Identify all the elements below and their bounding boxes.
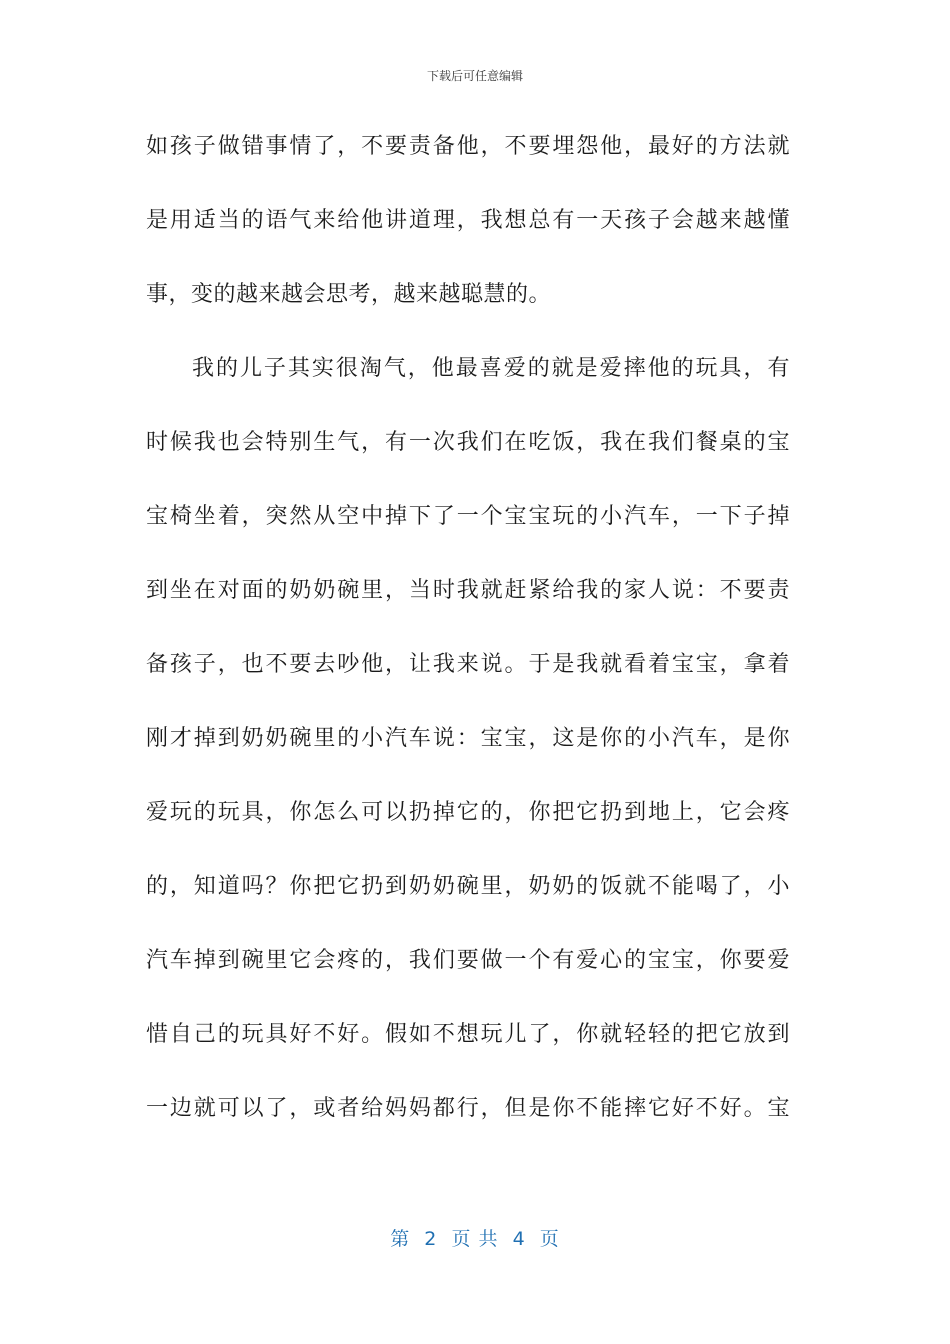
- document-body: [146, 110, 790, 1146]
- text-line: 时候我也会特别生气，有一次我们在吃饭，我在我们餐桌的宝: [146, 430, 790, 455]
- text-line: 到坐在对面的奶奶碗里，当时我就赶紧给我的家人说：不要责: [146, 578, 790, 603]
- text-line: 的，知道吗？你把它扔到奶奶碗里，奶奶的饭就不能喝了，小: [146, 874, 790, 899]
- text-line: 备孩子，也不要去吵他，让我来说。于是我就看着宝宝，拿着: [146, 652, 790, 677]
- page-footer: [0, 1224, 950, 1251]
- text-line: 刚才掉到奶奶碗里的小汽车说：宝宝，这是你的小汽车，是你: [146, 726, 790, 751]
- page-number: 第 2 页 共 4 页: [390, 1228, 560, 1250]
- text-line: 是用适当的语气来给他讲道理，我想总有一天孩子会越来越懂: [146, 208, 790, 233]
- text-line: 爱玩的玩具，你怎么可以扔掉它的，你把它扔到地上，它会疼: [146, 800, 790, 825]
- text-line: 一边就可以了，或者给妈妈都行，但是你不能摔它好不好。宝: [146, 1096, 790, 1121]
- text-line: 汽车掉到碗里它会疼的，我们要做一个有爱心的宝宝，你要爱: [146, 948, 790, 973]
- text-line: 宝椅坐着，突然从空中掉下了一个宝宝玩的小汽车，一下子掉: [146, 504, 790, 529]
- text-line: 我的儿子其实很淘气，他最喜爱的就是爱摔他的玩具，有: [192, 356, 790, 381]
- text-line: 惜自己的玩具好不好。假如不想玩儿了，你就轻轻的把它放到: [146, 1022, 790, 1047]
- page-header: 下载后可任意编辑: [426, 69, 523, 83]
- text-line: 事，变的越来越会思考，越来越聪慧的。: [146, 282, 552, 307]
- text-line: 如孩子做错事情了，不要责备他，不要埋怨他，最好的方法就: [146, 134, 790, 159]
